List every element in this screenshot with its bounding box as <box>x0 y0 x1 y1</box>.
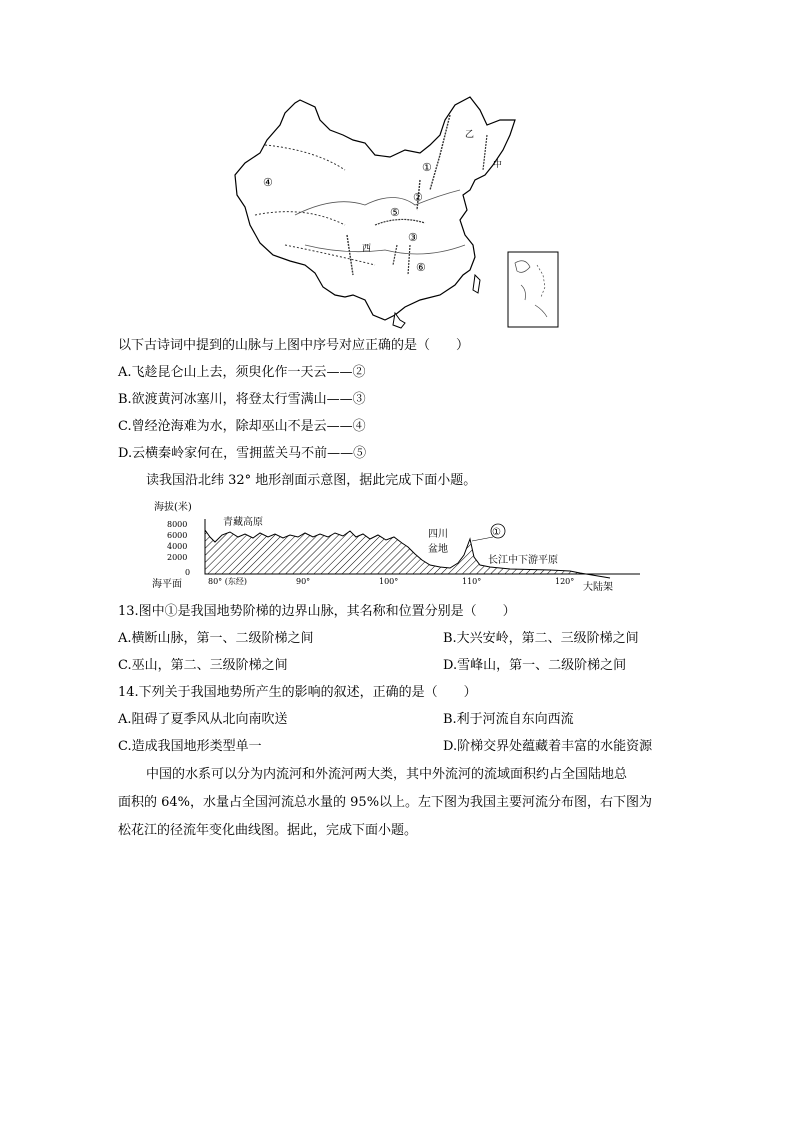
profile-xtick-120: 120° <box>555 577 575 586</box>
map-label-2: ② <box>413 191 423 204</box>
water-intro-line-3: 松花江的径流年变化曲线图。据此，完成下面小题。 <box>118 823 418 838</box>
profile-terrain <box>205 530 586 574</box>
q13-stem: 13.图中①是我国地势阶梯的边界山脉，其名称和位置分别是（ ） <box>118 604 516 619</box>
q14-option-a: A.阻碍了夏季风从北向南吹送 <box>118 712 288 727</box>
profile-ytick-0: 0 <box>185 568 191 577</box>
q14-option-b: B.利于河流自东向西流 <box>443 712 574 727</box>
profile-xtick-110: 110° <box>462 577 482 586</box>
china-map-figure <box>225 95 570 330</box>
terrain-profile-figure <box>150 497 650 597</box>
profile-ytick-8000: 8000 <box>167 520 188 529</box>
profile-ylabel: 海拔(米) <box>154 502 192 513</box>
q12-option-a: A.飞趁昆仑山上去，须臾化作一天云——② <box>118 365 366 380</box>
profile-sea-level: 海平面 <box>152 579 182 590</box>
map-label-6: ⑥ <box>416 261 426 274</box>
water-intro-line-2: 面积的 64%，水量占全国河流总水量的 95%以上。左下图为我国主要河流分布图，右下图为 <box>118 795 653 810</box>
profile-basin-label-1: 四川 <box>428 529 448 540</box>
profile-basin-label-2: 盆地 <box>428 544 448 555</box>
profile-xtick-100: 100° <box>379 577 399 586</box>
continental-shelf-line <box>586 574 610 578</box>
q14-option-c: C.造成我国地形类型单一 <box>118 739 262 754</box>
profile-marker: ① <box>492 527 501 538</box>
profile-shelf-label: 大陆架 <box>583 582 613 593</box>
profile-plain-label: 长江中下游平原 <box>488 555 558 566</box>
profile-ytick-6000: 6000 <box>167 531 188 540</box>
q14-option-d: D.阶梯交界处蕴藏着丰富的水能资源 <box>443 739 653 754</box>
q13-option-a: A.横断山脉，第一、二级阶梯之间 <box>118 631 314 646</box>
q12-stem: 以下古诗词中提到的山脉与上图中序号对应正确的是（ ） <box>118 338 470 353</box>
water-intro-line-1: 中国的水系可以分为内流河和外流河两大类，其中外流河的流域面积约占全国陆地总 <box>146 767 628 782</box>
profile-xtick-90: 90° <box>296 577 311 586</box>
south-china-sea-inset <box>508 252 558 327</box>
map-label-3: ③ <box>408 231 418 244</box>
taiwan-island <box>473 275 480 293</box>
q13-option-c: C.巫山，第二、三级阶梯之间 <box>118 658 288 673</box>
q12-option-b: B.欲渡黄河冰塞川，将登太行雪满山——③ <box>118 392 366 407</box>
map-label-xi: 西 <box>362 244 372 254</box>
profile-intro: 读我国沿北纬 32° 地形剖面示意图，据此完成下面小题。 <box>146 473 477 488</box>
q12-option-c: C.曾经沧海难为水，除却巫山不是云——④ <box>118 419 366 434</box>
hainan-island <box>393 313 405 328</box>
profile-xtick-80: 80° (东经) <box>208 577 247 586</box>
map-label-5: ⑤ <box>390 206 400 219</box>
profile-ytick-4000: 4000 <box>167 542 188 551</box>
q13-option-b: B.大兴安岭，第二、三级阶梯之间 <box>443 631 639 646</box>
q14-stem: 14.下列关于我国地势所产生的影响的叙述，正确的是（ ） <box>118 685 477 700</box>
q13-option-d: D.雪峰山，第一、二级阶梯之间 <box>443 658 627 673</box>
q12-option-d: D.云横秦岭家何在，雪拥蓝关马不前——⑤ <box>118 446 367 461</box>
profile-plateau-label: 青藏高原 <box>223 517 263 528</box>
map-label-4: ④ <box>263 176 273 189</box>
map-label-1: ① <box>422 161 432 174</box>
map-label-zhong: 中 <box>493 160 503 170</box>
map-label-yi: 乙 <box>465 130 475 140</box>
profile-ytick-2000: 2000 <box>167 553 188 562</box>
